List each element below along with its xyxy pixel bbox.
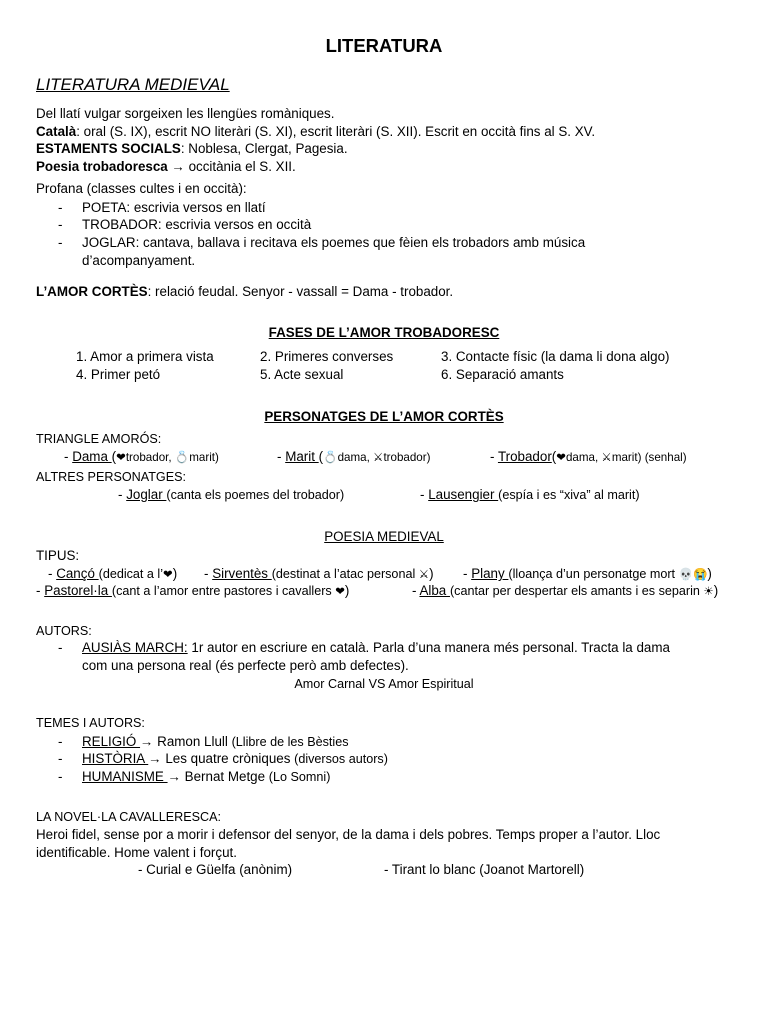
character-trobador-name: Trobador xyxy=(497,449,552,464)
autor-desc-continuation: com una persona real (és perfecte però amb defectes). xyxy=(82,658,409,673)
tipus-canco-name: Cançó xyxy=(56,566,99,581)
intro-catala-text: : oral (S. IX), escrit NO literàri (S. XI), escrit literàri (S. XII). Escrit en occità fins al S. XV. xyxy=(76,124,596,139)
sun-icon: ☀ xyxy=(703,585,714,598)
tipus-pastorel-la-desc: (cant a l’amor entre pastores i cavallers xyxy=(111,584,336,598)
tipus-alba-desc: (cantar per despertar els amants i es separin xyxy=(449,584,704,598)
paren: ) xyxy=(429,566,434,581)
bullet-dash: - xyxy=(58,640,63,655)
tema-author: → Les quatre cròniques xyxy=(148,751,295,766)
bullet-dash: - xyxy=(58,751,63,766)
triangle-label: TRIANGLE AMORÓS: xyxy=(36,432,162,446)
character-trobador-senhal: (senhal) xyxy=(644,451,687,464)
character-dama: - Dama (❤trobador, 💍marit) xyxy=(64,449,219,464)
fase-item: 3. Contacte físic (la dama li dona algo) xyxy=(441,349,670,364)
profana-item-text: TROBADOR: escrivia versos en occità xyxy=(82,217,312,232)
autor-note: Amor Carnal VS Amor Espiritual xyxy=(294,677,474,691)
character-trobador: - Trobador(❤dama, ⚔marit) (senhal) xyxy=(490,449,687,464)
tipus-sirventes-name: Sirventès xyxy=(212,566,272,581)
autor-text xyxy=(82,640,670,655)
character-dama-relation: marit) xyxy=(189,451,219,464)
paren: ( xyxy=(551,449,557,464)
page-title: LITERATURA xyxy=(325,35,443,56)
amor-cortes-text: : relació feudal. Senyor - vassall = Dama - trobador. xyxy=(147,284,454,299)
tipus-alba-name: Alba xyxy=(419,583,450,598)
profana-item-text: POETA: escrivia versos en llatí xyxy=(82,200,266,215)
paren: ) xyxy=(707,566,712,581)
character-lausengier: - Lausengier (espía i es “xiva” al marit) xyxy=(420,487,640,502)
character-trobador-relation: marit) xyxy=(611,451,645,464)
tema-work: (Lo Somni) xyxy=(268,770,331,784)
profana-item-continuation: d’acompanyament. xyxy=(82,253,196,268)
temes-label: TEMES I AUTORS: xyxy=(36,716,145,730)
tema-author: → Bernat Metge xyxy=(167,769,269,784)
tipus-plany: - Plany (lloança d’un personatge mort 💀😭) xyxy=(463,566,712,581)
novella-text: Heroi fidel, sense por a morir i defensor del senyor, de la dama i dels pobres. Temps proper a l’autor. Lloc xyxy=(36,827,661,842)
intro-poesia-text: → occitània el S. XII. xyxy=(167,159,296,174)
fase-item: 5. Acte sexual xyxy=(260,367,344,382)
swords-icon: ⚔ xyxy=(373,451,384,464)
heart-icon: ❤ xyxy=(335,585,345,598)
autor-desc: 1r autor en escriure en català. Parla d’una manera més personal. Tracta la dama xyxy=(187,640,670,655)
tipus-alba: - Alba (cantar per despertar els amants i es separin ☀) xyxy=(412,583,719,598)
skull-crying-icon: 💀😭 xyxy=(678,568,708,581)
paren: ( xyxy=(318,449,324,464)
intro-line-4 xyxy=(36,159,296,174)
character-marit-name: Marit xyxy=(285,449,319,464)
intro-line-2 xyxy=(36,124,595,139)
tipus-canco: - Cançó (dedicat a l’❤) xyxy=(48,566,178,581)
fase-item: 6. Separació amants xyxy=(441,367,564,382)
paren: ) xyxy=(344,583,350,598)
ring-icon: 💍 xyxy=(174,451,190,464)
intro-estaments: ESTAMENTS SOCIALS xyxy=(36,141,181,156)
fases-heading: FASES DE L’AMOR TROBADORESC xyxy=(268,325,500,340)
fase-item: 4. Primer petó xyxy=(76,367,161,382)
tipus-label: TIPUS: xyxy=(36,548,80,563)
character-marit-relation: dama, xyxy=(337,451,374,464)
character-dama-relation: trobador, xyxy=(125,451,175,464)
bullet-dash: - xyxy=(58,734,63,749)
amor-cortes-line xyxy=(36,284,453,299)
amor-cortes-label: L’AMOR CORTÈS xyxy=(36,284,148,299)
bullet-dash: - xyxy=(58,217,63,232)
altres-label: ALTRES PERSONATGES: xyxy=(36,470,186,484)
tema-topic: RELIGIÓ xyxy=(82,734,141,749)
heart-icon: ❤ xyxy=(163,568,173,581)
character-trobador-relation: dama, xyxy=(565,451,602,464)
tipus-sirventes: - Sirventès (destinat a l’atac personal ⚔) xyxy=(204,566,434,581)
tipus-pastorel-la-name: Pastorel·la xyxy=(44,583,112,598)
heart-icon: ❤ xyxy=(556,451,566,464)
tema-work: (diversos autors) xyxy=(294,752,388,766)
bullet-dash: - xyxy=(58,769,63,784)
intro-line-1: Del llatí vulgar sorgeixen les llengües romàniques. xyxy=(36,106,335,121)
section-subtitle: LITERATURA MEDIEVAL xyxy=(36,75,230,94)
swords-icon: ⚔ xyxy=(601,451,612,464)
heart-icon: ❤ xyxy=(116,451,126,464)
tipus-plany-desc: (lloança d’un personatge mort xyxy=(508,567,679,581)
profana-heading: Profana (classes cultes i en occità): xyxy=(36,181,247,196)
ring-icon: 💍 xyxy=(323,451,338,464)
novella-label: LA NOVEL·LA CAVALLERESCA: xyxy=(36,810,222,824)
bullet-dash: - xyxy=(58,200,63,215)
intro-line-3 xyxy=(36,141,348,156)
tema-work: (Llibre de les Bèsties xyxy=(231,735,349,749)
character-lausengier-desc: (espía i es “xiva” al marit) xyxy=(498,488,640,502)
paren: ( xyxy=(111,449,117,464)
profana-item-text: JOGLAR: cantava, ballava i recitava els poemes que fèien els trobadors amb música xyxy=(82,235,586,250)
tipus-sirventes-desc: (destinat a l’atac personal xyxy=(271,567,419,581)
tema-topic: HISTÒRIA xyxy=(82,751,149,766)
character-joglar-desc: (canta els poemes del trobador) xyxy=(166,488,345,502)
character-joglar-name: Joglar xyxy=(126,487,167,502)
character-marit-relation: trobador) xyxy=(383,451,431,464)
paren: ) xyxy=(713,583,719,598)
character-joglar: - Joglar (canta els poemes del trobador) xyxy=(118,487,345,502)
fase-item: 1. Amor a primera vista xyxy=(76,349,214,364)
tema-topic: HUMANISME xyxy=(82,769,168,784)
fase-item: 2. Primeres converses xyxy=(260,349,394,364)
intro-estaments-text: : Noblesa, Clergat, Pagesia. xyxy=(180,141,348,156)
character-dama-name: Dama xyxy=(72,449,112,464)
tipus-plany-name: Plany xyxy=(471,566,509,581)
tipus-pastorel-la: - Pastorel·la (cant a l’amor entre pastores i cavallers ❤) xyxy=(36,583,350,598)
novella-text-continuation: identificable. Home valent i forçut. xyxy=(36,845,237,860)
intro-catala: Català xyxy=(36,124,77,139)
poesia-heading: POESIA MEDIEVAL xyxy=(324,529,444,544)
tipus-canco-desc: (dedicat a l’ xyxy=(98,567,164,581)
bullet-dash: - xyxy=(58,235,63,250)
paren: ) xyxy=(172,566,178,581)
intro-poesia: Poesia trobadoresca xyxy=(36,159,168,174)
novella-example: - Curial e Güelfa (anònim) xyxy=(138,862,293,877)
character-marit: - Marit (💍dama, ⚔trobador) xyxy=(277,449,431,464)
personatges-heading: PERSONATGES DE L’AMOR CORTÈS xyxy=(264,409,504,424)
autors-label: AUTORS: xyxy=(36,624,92,638)
swords-icon: ⚔ xyxy=(418,568,430,581)
novella-example: - Tirant lo blanc (Joanot Martorell) xyxy=(384,862,585,877)
autor-name: AUSIÀS MARCH: xyxy=(82,640,188,655)
character-lausengier-name: Lausengier xyxy=(428,487,499,502)
tema-author: → Ramon Llull xyxy=(140,734,232,749)
